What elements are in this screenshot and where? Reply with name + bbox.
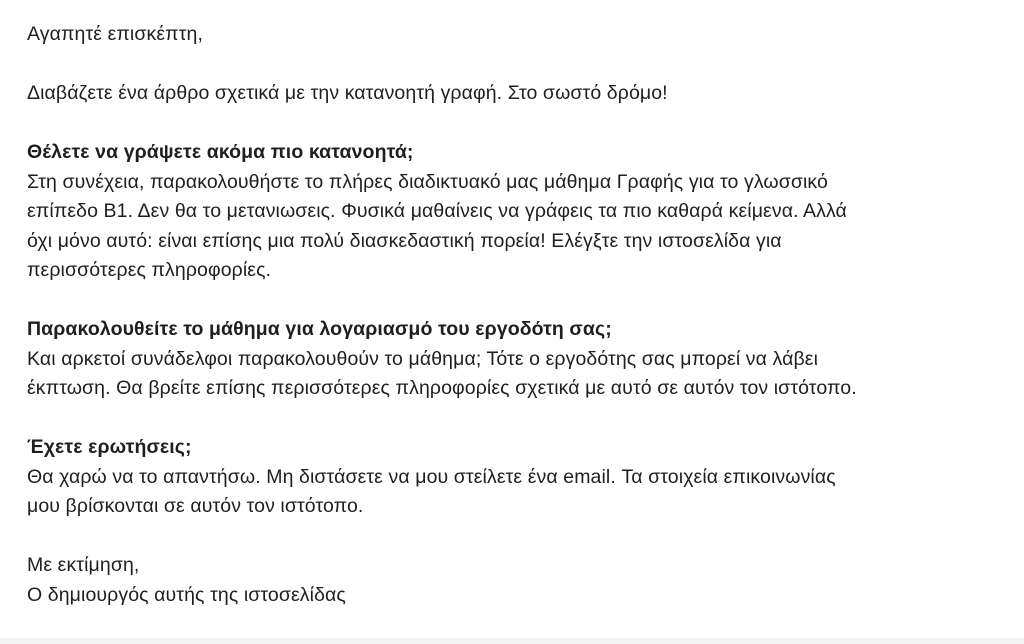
section-employer: [27, 315, 1012, 404]
section-text-line: Θα χαρώ να το απαντήσω. Μη διστάσετε να μου στείλετε ένα email. Τα στοιχεία επικοινωνίας: [27, 465, 836, 488]
section-heading: Θέλετε να γράψετε ακόμα πιο κατανοητά;: [27, 141, 414, 163]
section-text-line: Στη συνέχεια, παρακολουθήστε το πλήρες διαδικτυακό μας μάθημα Γραφής για το γλωσσικό: [27, 170, 828, 193]
section-write-clearer: [27, 138, 1012, 286]
section-questions: [27, 433, 1012, 522]
letter-body: [27, 20, 1012, 640]
section-text-line: επίπεδο Β1. Δεν θα το μετανιωσεις. Φυσικά μαθαίνεις να γράφεις τα πιο καθαρά κείμενα. Αλλά: [27, 200, 847, 222]
section-text-line: έκπτωση. Θα βρείτε επίσης περισσότερες πληροφορίες σχετικά με αυτό σε αυτόν τον ιστότοπο.: [27, 377, 857, 399]
signature: Ο δημιουργός αυτής της ιστοσελίδας: [27, 583, 346, 606]
section-heading: Έχετε ερωτήσεις;: [27, 436, 192, 458]
intro-text: Διαβάζετε ένα άρθρο σχετικά με την κατανοητή γραφή. Στο σωστό δρόμο!: [27, 82, 668, 104]
section-text-line: Και αρκετοί συνάδελφοι παρακολουθούν το μάθημα; Τότε ο εργοδότης σας μπορεί να λάβει: [27, 347, 819, 370]
bottom-border: [0, 638, 1024, 644]
closing: Με εκτίμηση,: [27, 554, 140, 576]
section-text-line: περισσότερες πληροφορίες.: [27, 259, 272, 281]
section-heading: Παρακολουθείτε το μάθημα για λογαριασμό του εργοδότη σας;: [27, 318, 612, 340]
section-text-line: μου βρίσκονται σε αυτόν τον ιστότοπο.: [27, 495, 364, 517]
section-text-line: όχι μόνο αυτό: είναι επίσης μια πολύ διασκεδαστική πορεία! Ελέγξτε την ιστοσελίδα για: [27, 229, 782, 252]
greeting: Αγαπητέ επισκέπτη,: [27, 23, 203, 45]
sign-off: [27, 551, 1012, 610]
